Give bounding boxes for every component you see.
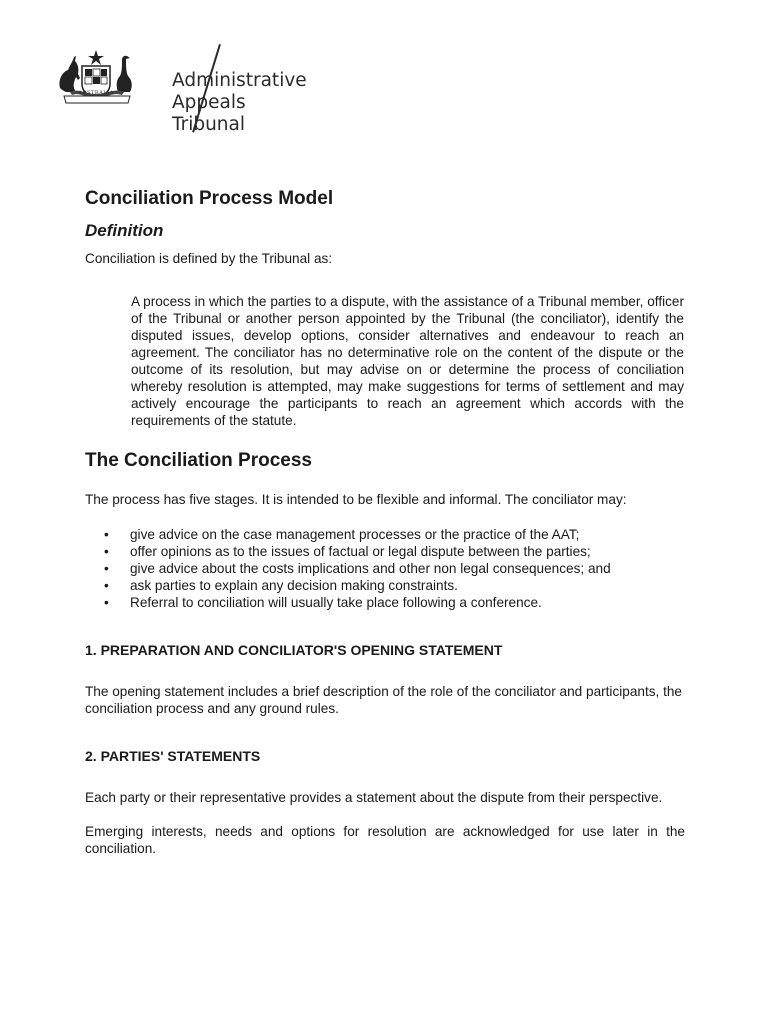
list-item-text: give advice about the costs implications and other non legal consequences; and (130, 561, 611, 576)
list-item-text: offer opinions as to the issues of factual or legal dispute between the parties; (130, 544, 591, 559)
list-item (85, 594, 685, 611)
list-item-text: Referral to conciliation will usually take place following a conference. (130, 595, 542, 610)
list-item (85, 543, 685, 560)
section-2-heading: 2. PARTIES' STATEMENTS (85, 748, 261, 764)
document-body (85, 186, 685, 857)
conciliator-actions-list (85, 526, 685, 611)
list-item-text: give advice on the case management processes or the practice of the AAT; (130, 527, 580, 542)
document-title: Conciliation Process Model (85, 188, 334, 209)
process-intro: The process has five stages. It is intended to be flexible and informal. The conciliator may: (85, 492, 627, 507)
list-item (85, 560, 685, 577)
definition-heading: Definition (85, 221, 164, 240)
list-item (85, 526, 685, 543)
section-2-text-2: Emerging interests, needs and options for resolution are acknowledged for use later in the conciliation. (85, 824, 685, 856)
list-item (85, 577, 685, 594)
section-1-heading: 1. PREPARATION AND CONCILIATOR'S OPENING STATEMENT (85, 642, 503, 658)
org-name-line-1: Administrative (172, 70, 307, 91)
aat-logo (56, 42, 316, 137)
org-name-line-2: Appeals Tribunal (172, 92, 246, 135)
bullet-icon: • (104, 527, 109, 542)
organisation-name (172, 70, 316, 136)
list-item-text: ask parties to explain any decision making constraints. (130, 578, 458, 593)
bullet-icon: • (104, 595, 109, 610)
definition-quote: A process in which the parties to a dispute, with the assistance of a Tribunal member, officer of the Tribunal or another person appointed by the Tribunal (the conciliator), identify the disputed issues, develop options, consider alternatives and endeavour to reach an agreement. The conciliator has no determinative role on the content of the dispute or the outcome of its resolution, but may advise on or determine the process of conciliation whereby resolution is attempted, may make suggestions for terms of settlement and may actively encourage the participants to reach an agreement which accords with the requirements of the statute. (131, 294, 684, 428)
process-heading: The Conciliation Process (85, 450, 312, 471)
section-2-text-1: Each party or their representative provides a statement about the dispute from their perspective. (85, 790, 663, 805)
definition-intro: Conciliation is defined by the Tribunal as: (85, 251, 333, 266)
bullet-icon: • (104, 544, 109, 559)
crest-banner-text: AUSTRALIA (78, 90, 114, 96)
bullet-icon: • (104, 578, 109, 593)
bullet-icon: • (104, 561, 109, 576)
section-1-text: The opening statement includes a brief description of the role of the conciliator and participants, the conciliation process and any ground rules. (85, 684, 682, 716)
coat-of-arms-icon (56, 48, 138, 110)
